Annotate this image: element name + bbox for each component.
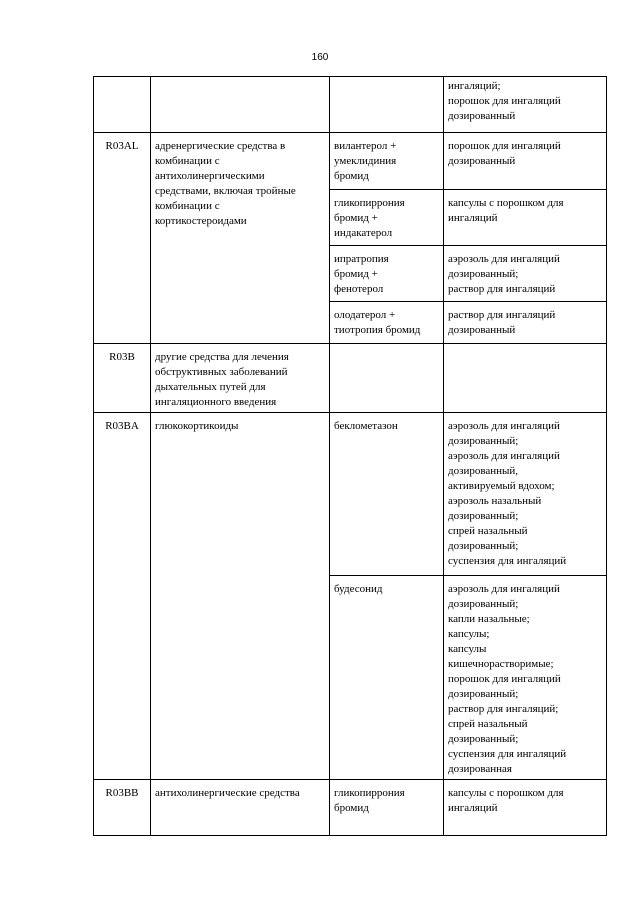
dosage-form-line: дозированный; <box>448 510 519 522</box>
drug-cell <box>330 133 444 190</box>
drug-cell <box>330 246 444 302</box>
group-name-line: кортикостероидами <box>155 215 247 227</box>
group-name-line: глюкокортикоиды <box>155 420 239 432</box>
drug-name-line: фенотерол <box>334 283 384 295</box>
group-name-line: дыхательных путей для <box>155 381 266 393</box>
table-row <box>94 780 607 836</box>
dosage-form-line: дозированный; <box>448 268 519 280</box>
page-number: 160 <box>311 52 329 63</box>
dosage-form-line: суспензия для ингаляций <box>448 555 567 567</box>
dosage-form-line: активируемый вдохом; <box>448 480 555 492</box>
dosage-form-line: кишечнорастворимые; <box>448 658 554 670</box>
drug-cell <box>330 77 444 133</box>
dosage-form-line: ингаляций; <box>448 80 501 92</box>
drug-name-line: бромид + <box>334 212 378 224</box>
drug-name-line: бромид <box>334 802 369 814</box>
drug-cell <box>330 190 444 246</box>
group-cell <box>151 133 330 344</box>
dosage-form-cell <box>444 77 607 133</box>
drug-name-line: будесонид <box>334 583 383 595</box>
drug-name-line: беклометазон <box>334 420 398 432</box>
drug-cell <box>330 302 444 344</box>
atc-code-cell <box>94 413 151 780</box>
atc-code: R03B <box>109 351 135 363</box>
dosage-form-line: раствор для ингаляций; <box>448 703 559 715</box>
drug-name-line: тиотропия бромид <box>334 324 421 336</box>
dosage-form-line: капсулы; <box>448 628 490 640</box>
drug-cell <box>330 780 444 836</box>
drug-name-line: олодатерол + <box>334 309 396 321</box>
drug-name-line: бромид + <box>334 268 378 280</box>
dosage-form-line: дозированный <box>448 324 516 336</box>
drug-cell <box>330 576 444 780</box>
atc-code-cell <box>94 77 151 133</box>
dosage-form-line: дозированный; <box>448 733 519 745</box>
drug-name-line: вилантерол + <box>334 140 397 152</box>
dosage-form-line: дозированный, <box>448 465 519 477</box>
group-name-line: обструктивных заболеваний <box>155 366 288 378</box>
group-name-line: средствами, включая тройные <box>155 185 296 197</box>
drug-name-line: ипратропия <box>334 253 389 265</box>
dosage-form-cell <box>444 576 607 780</box>
dosage-form-line: аэрозоль для ингаляций <box>448 583 560 595</box>
drug-name-line: бромид <box>334 170 369 182</box>
dosage-form-line: дозированный <box>448 155 516 167</box>
atc-code: R03AL <box>105 140 139 152</box>
atc-code: R03BB <box>105 787 139 799</box>
dosage-form-line: порошок для ингаляций <box>448 673 561 685</box>
group-cell <box>151 780 330 836</box>
dosage-form-line: аэрозоль назальный <box>448 495 542 507</box>
group-name-line: ингаляционного введения <box>155 396 277 408</box>
dosage-form-line: капсулы с порошком для <box>448 787 564 799</box>
group-name-line: антихолинергические средства <box>155 787 300 799</box>
atc-code-cell <box>94 133 151 344</box>
atc-code-cell <box>94 780 151 836</box>
table-row <box>94 344 607 413</box>
dosage-form-line: дозированный; <box>448 688 519 700</box>
dosage-form-line: аэрозоль для ингаляций <box>448 450 560 462</box>
dosage-form-line: дозированный; <box>448 540 519 552</box>
drug-name-line: умеклидиния <box>334 155 397 167</box>
atc-code-cell <box>94 344 151 413</box>
dosage-form-line: дозированный; <box>448 598 519 610</box>
atc-code: R03BA <box>105 420 139 432</box>
drug-cell <box>330 413 444 576</box>
group-cell <box>151 77 330 133</box>
dosage-form-line: аэрозоль для ингаляций <box>448 420 560 432</box>
drug-cell <box>330 344 444 413</box>
dosage-form-cell <box>444 246 607 302</box>
group-name-line: антихолинергическими <box>155 170 265 182</box>
dosage-form-cell <box>444 344 607 413</box>
drug-name-line: гликопиррония <box>334 197 405 209</box>
dosage-form-line: дозированный <box>448 110 516 122</box>
group-name-line: комбинации с <box>155 155 220 167</box>
dosage-form-cell <box>444 780 607 836</box>
table-row <box>94 77 607 133</box>
dosage-form-line: дозированная <box>448 763 512 775</box>
dosage-form-line: спрей назальный <box>448 718 528 730</box>
dosage-form-line: раствор для ингаляций <box>448 283 556 295</box>
dosage-form-line: капсулы <box>448 643 487 655</box>
dosage-form-line: аэрозоль для ингаляций <box>448 253 560 265</box>
drug-name-line: индакатерол <box>334 227 393 239</box>
dosage-form-line: ингаляций <box>448 802 498 814</box>
dosage-form-line: дозированный; <box>448 435 519 447</box>
dosage-form-line: капсулы с порошком для <box>448 197 564 209</box>
table-row <box>94 133 607 190</box>
group-cell <box>151 344 330 413</box>
dosage-form-line: спрей назальный <box>448 525 528 537</box>
dosage-form-line: ингаляций <box>448 212 498 224</box>
drug-table <box>93 76 607 836</box>
group-name-line: комбинации с <box>155 200 220 212</box>
dosage-form-line: порошок для ингаляций <box>448 95 561 107</box>
dosage-form-cell <box>444 413 607 576</box>
dosage-form-line: раствор для ингаляций <box>448 309 556 321</box>
dosage-form-cell <box>444 133 607 190</box>
group-name-line: адренергические средства в <box>155 140 286 152</box>
table-row <box>94 413 607 576</box>
dosage-form-line: капли назальные; <box>448 613 530 625</box>
group-cell <box>151 413 330 780</box>
group-name-line: другие средства для лечения <box>155 351 289 363</box>
dosage-form-cell <box>444 190 607 246</box>
dosage-form-line: порошок для ингаляций <box>448 140 561 152</box>
dosage-form-line: суспензия для ингаляций <box>448 748 567 760</box>
drug-name-line: гликопиррония <box>334 787 405 799</box>
dosage-form-cell <box>444 302 607 344</box>
